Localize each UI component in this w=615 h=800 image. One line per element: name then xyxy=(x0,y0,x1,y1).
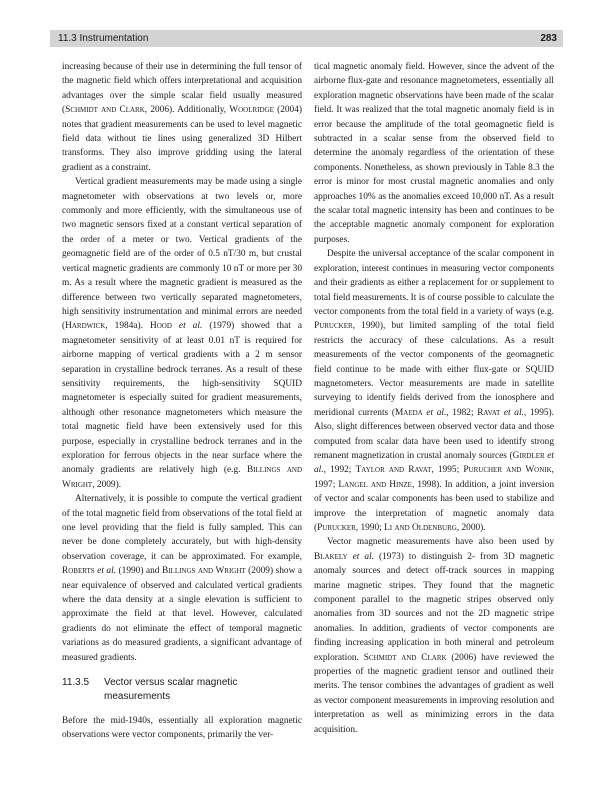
section-title: Vector versus scalar magnetic measurements xyxy=(104,677,238,703)
citation: Li and Oldenburg xyxy=(384,523,457,533)
left-column xyxy=(62,60,302,743)
right-paragraph-2: Despite the universal acceptance of the scalar component in exploration, interest continues in measuring vector components and their gradients as either a replacement for or supplement to total field measurements. It is of course possible to calculate the vector components from the total field in a variety of ways (e.g. Purucker, 1990), but limited sampling of the total field restricts the accuracy of these calculations. As a result measurements of the vector components of the geomagnetic field continue to be made with either flux-gate or SQUID magnetometers. Vector measurements are made in satellite surveying to identify fields derived from the ionosphere and meridional currents (Maeda et al., 1982; Ravat et al., 1995). Also, slight differences between observed vector data and those computed from scalar data have been used to identify strong remanent magnetization in crustal anomaly sources (Girdler et al., 1992; Taylor and Ravat, 1995; Purucher and Wonik, 1997; Langel and Hinze, 1998). In addition, a joint inversion of vector and scalar components has been used to stabilize and improve the interpretation of magnetic anomaly data (Purucker, 1990; Li and Oldenburg, 2000). xyxy=(314,249,555,533)
citation: Taylor and Ravat xyxy=(355,465,432,476)
citation: Schmidt and Clark xyxy=(363,652,447,663)
citation: Purucher and Wonik xyxy=(463,465,552,476)
citation: Purucker xyxy=(314,321,353,332)
section-number: 11.3.5 xyxy=(62,677,90,689)
citation: Hood xyxy=(149,321,172,332)
running-header-section: 11.3 Instrumentation xyxy=(58,33,149,44)
section-heading xyxy=(62,676,302,704)
left-paragraph-1: increasing because of their use in determining the full tensor of the magnetic field which offers interpretational and acquisition advantages over the simple scalar field usually measured (Schmidt and Clark, 2006). Additionally, Woolridge (2004) notes that gradient measurements can be used to level magnetic field data without tie lines using generalized 3D Hilbert transforms. They also improve gridding using the lateral gradient as a constraint. xyxy=(62,62,302,173)
citation: Girdler xyxy=(512,450,545,461)
citation: Ravat xyxy=(477,407,501,418)
citation: Billings and Wright xyxy=(161,566,246,577)
citation: Billings and Wright xyxy=(62,465,303,490)
running-header xyxy=(50,30,563,47)
citation: Maeda xyxy=(394,407,423,418)
citation: Schmidt and Clark xyxy=(65,105,145,116)
right-column xyxy=(314,60,554,737)
citation: Roberts xyxy=(62,566,95,577)
citation: Blakely xyxy=(314,551,348,562)
right-paragraph-1: tical magnetic anomaly field. However, since the advent of the airborne flux-gate and resonance magnetometers, essentially all exploration magnetic observations have been made of the scalar field. It was realized that the total magnetic anomaly field is in error because the amplitude of the total geomagnetic field is subtracted in a scalar sense from the observed field to determine the anomaly regardless of the orientation of these components. Nonetheless, as shown previously in Table 8.3 the error is minor for most crustal magnetic anomalies and only approaches 10% as the anomalies exceed 10,000 nT. As a result the scalar total magnetic intensity has been and continues to be the acceptable magnetic anomaly component for exploration purposes. xyxy=(314,62,554,245)
page-number: 283 xyxy=(540,33,557,44)
left-paragraph-3: Alternatively, it is possible to compute the vertical gradient of the total magnetic field from observations of the total field at one level providing that the field is fully sampled. This can never be done completely accurately, but with high-density observation coverage, it can be approximated. For example, Roberts et al. (1990) and Billings and Wright (2009) show a near equivalence of observed and calculated vertical gradients where the data density at a single elevation is sufficient to approximate the field at that level. However, calculated gradients do not eliminate the effect of temporal magnetic variations as do measured gradients, a significant advantage of measured gradients. xyxy=(62,494,302,663)
citation: Langel and Hinze xyxy=(338,479,412,490)
left-paragraph-4: Before the mid-1940s, essentially all exploration magnetic observations were vector components, primarily the ver- xyxy=(62,716,302,741)
right-paragraph-3: Vector magnetic measurements have also been used by Blakely et al. (1973) to distinguish 2- from 3D magnetic anomaly sources and detect off-track sources in mapping marine magnetic stripes. They found that the magnetic component parallel to the magnetic stripes observed only anomalies from 3D sources and not the 2D magnetic stripe anomalies. In addition, gradients of vector components are finding increasing application in both mineral and petroleum exploration. Schmidt and Clark (2006) have reviewed the properties of the magnetic gradient tensor and outlined their merits. The tensor combines the advantages of gradient as well as vector component measurements in improving resolution and interpretation as well as minimizing errors in the data acquisition. xyxy=(314,537,554,735)
citation: Woolridge xyxy=(229,105,274,116)
left-paragraph-2: Vertical gradient measurements may be made using a single magnetometer with observations at two levels or, more commonly and more efficiently, with the simultaneous use of two magnetic sensors fixed at a constant vertical separation of the order of a meter or two. Vertical gradients of the geomagnetic field are of the order of 0.5 nT/30 m, but crustal vertical magnetic gradients are commonly 10 nT or more per 30 m. As a result where the magnetic gradient is measured as the difference between two vertically separated magnetometers, high sensitivity instrumentation and minimal errors are needed (Hardwick, 1984a). Hood et al. (1979) showed that a magnetometer sensitivity of at least 0.01 nT is required for airborne mapping of vertical gradients with a 2 m sensor separation in crystalline bedrock terranes. As a result of these sensitivity requirements, the high-sensitivity SQUID magnetometer is especially suited for gradient measurements, although other resonance magnetometers which measure the total magnetic field have been extensively used for this purpose, especially in crystalline bedrock terranes and in the exploration for ferrous objects in the near surface where the anomaly gradients are relatively high (e.g. Billings and Wright, 2009). xyxy=(62,177,303,490)
citation: Purucker xyxy=(317,523,356,533)
citation: Hardwick xyxy=(65,321,106,332)
